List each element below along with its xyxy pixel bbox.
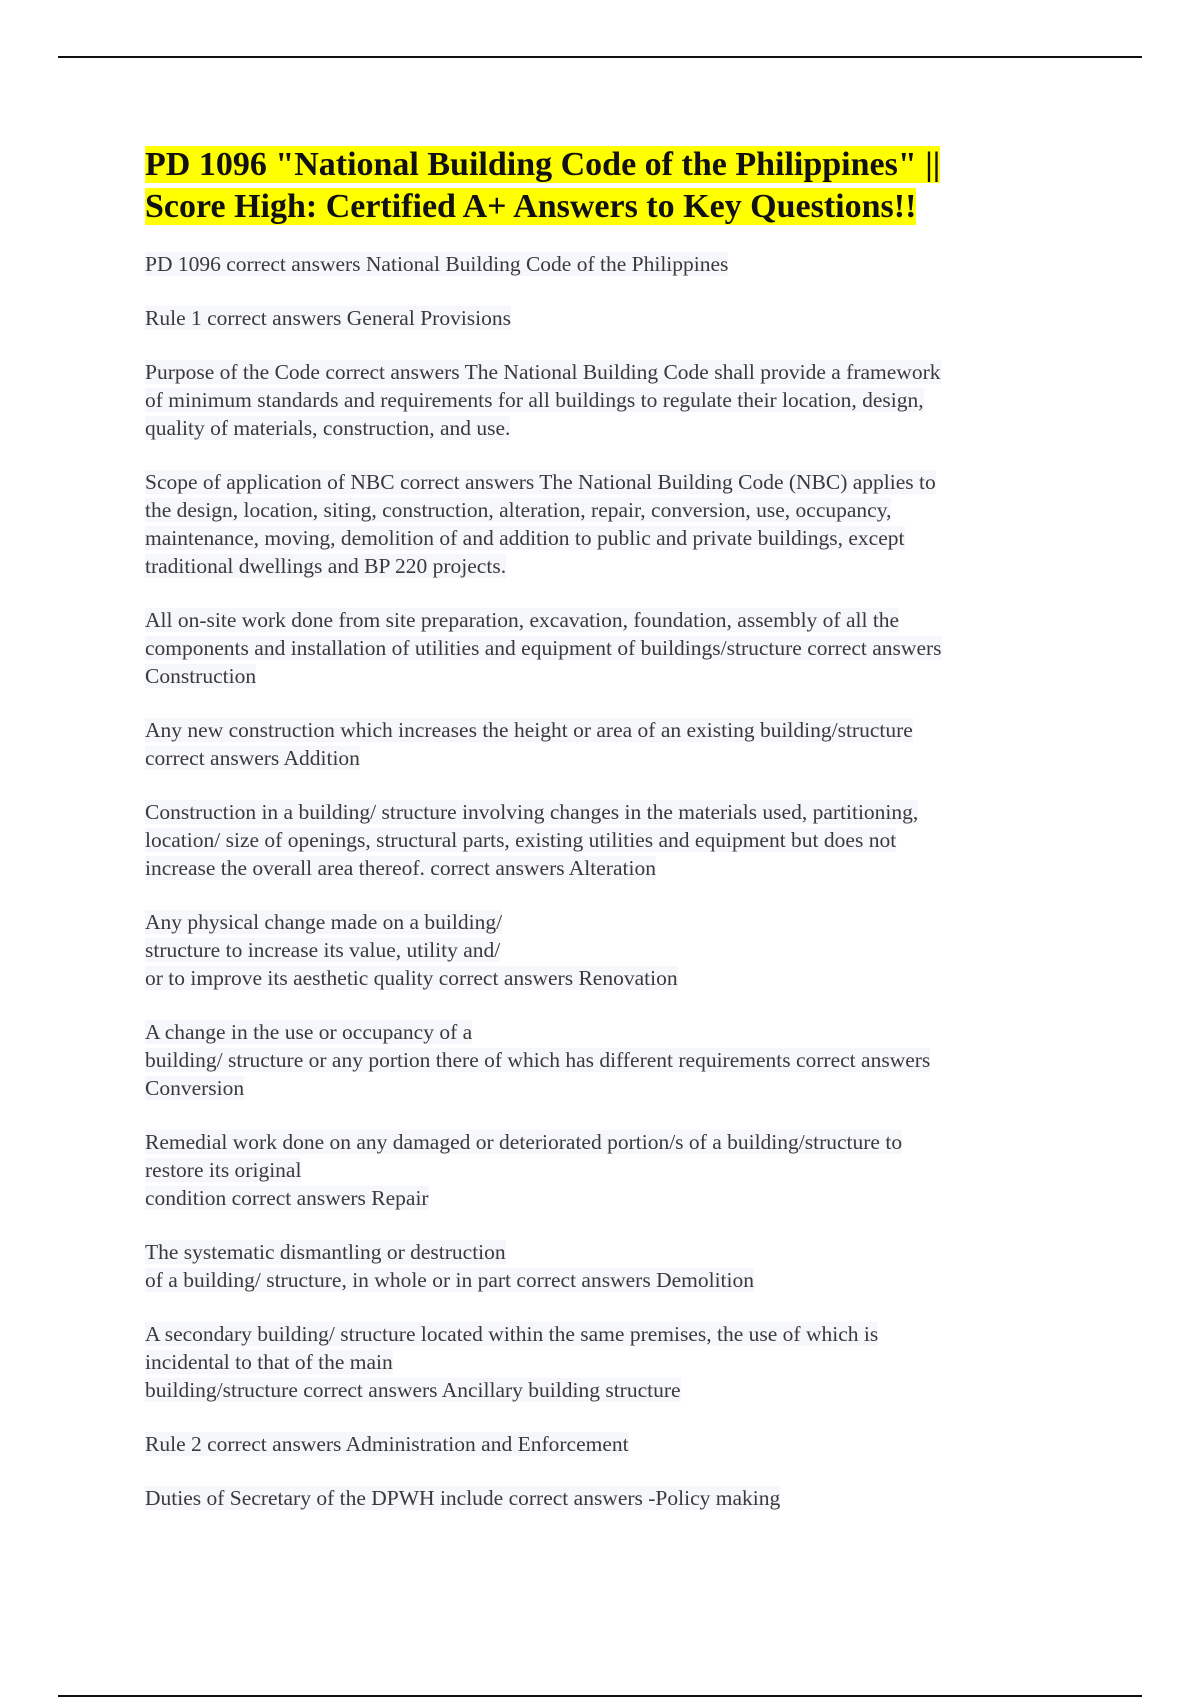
entry-line: Rule 2 correct answers Administration and Enforcement — [145, 1432, 629, 1456]
entry-line: quality of materials, construction, and use. — [145, 416, 511, 440]
entry-line: maintenance, moving, demolition of and addition to public and private buildings, except — [145, 526, 905, 550]
entry-line: Remedial work done on any damaged or deteriorated portion/s of a building/structure to — [145, 1130, 903, 1154]
qa-entry — [145, 304, 1065, 332]
qa-entry — [145, 1018, 1065, 1102]
qa-entry — [145, 1484, 1065, 1512]
title-line-1: PD 1096 "National Building Code of the Philippines" || — [145, 146, 941, 183]
document-body — [145, 144, 1065, 1538]
qa-entry — [145, 606, 1065, 690]
qa-entry — [145, 1238, 1065, 1294]
qa-entry — [145, 1320, 1065, 1404]
entry-line: or to improve its aesthetic quality correct answers Renovation — [145, 966, 678, 990]
entry-line: The systematic dismantling or destruction — [145, 1240, 506, 1264]
entry-line: A change in the use or occupancy of a — [145, 1020, 473, 1044]
top-divider — [58, 56, 1142, 58]
entry-line: Duties of Secretary of the DPWH include correct answers -Policy making — [145, 1486, 781, 1510]
entry-line: restore its original — [145, 1158, 302, 1182]
entry-line: location/ size of openings, structural parts, existing utilities and equipment but does not — [145, 828, 897, 852]
entry-line: condition correct answers Repair — [145, 1186, 429, 1210]
entry-line: incidental to that of the main — [145, 1350, 393, 1374]
qa-entry — [145, 358, 1065, 442]
qa-entries — [145, 250, 1065, 1512]
entry-line: structure to increase its value, utility and/ — [145, 938, 501, 962]
entry-line: Scope of application of NBC correct answers The National Building Code (NBC) applies to — [145, 470, 936, 494]
entry-line: Construction — [145, 664, 257, 688]
entry-line: Rule 1 correct answers General Provisions — [145, 306, 511, 330]
entry-line: of a building/ structure, in whole or in part correct answers Demolition — [145, 1268, 755, 1292]
document-title — [145, 144, 1065, 228]
qa-entry — [145, 716, 1065, 772]
entry-line: Construction in a building/ structure involving changes in the materials used, partitioning, — [145, 800, 919, 824]
entry-line: Purpose of the Code correct answers The National Building Code shall provide a framework — [145, 360, 941, 384]
qa-entry — [145, 468, 1065, 580]
entry-line: correct answers Addition — [145, 746, 360, 770]
entry-line: building/structure correct answers Ancillary building structure — [145, 1378, 681, 1402]
entry-line: components and installation of utilities and equipment of buildings/structure correct answers — [145, 636, 942, 660]
title-line-2: Score High: Certified A+ Answers to Key Questions!! — [145, 188, 917, 225]
entry-line: the design, location, siting, construction, alteration, repair, conversion, use, occupancy, — [145, 498, 892, 522]
entry-line: A secondary building/ structure located within the same premises, the use of which is — [145, 1322, 879, 1346]
bottom-divider — [58, 1695, 1142, 1697]
qa-entry — [145, 908, 1065, 992]
qa-entry — [145, 250, 1065, 278]
entry-line: increase the overall area thereof. correct answers Alteration — [145, 856, 656, 880]
entry-line: PD 1096 correct answers National Building Code of the Philippines — [145, 252, 729, 276]
entry-line: traditional dwellings and BP 220 projects. — [145, 554, 507, 578]
qa-entry — [145, 798, 1065, 882]
qa-entry — [145, 1128, 1065, 1212]
entry-line: building/ structure or any portion there of which has different requirements correct answers — [145, 1048, 931, 1072]
entry-line: Any physical change made on a building/ — [145, 910, 503, 934]
entry-line: Any new construction which increases the height or area of an existing building/structure — [145, 718, 913, 742]
entry-line: Conversion — [145, 1076, 245, 1100]
entry-line: All on-site work done from site preparation, excavation, foundation, assembly of all the — [145, 608, 900, 632]
entry-line: of minimum standards and requirements for all buildings to regulate their location, design, — [145, 388, 924, 412]
qa-entry — [145, 1430, 1065, 1458]
